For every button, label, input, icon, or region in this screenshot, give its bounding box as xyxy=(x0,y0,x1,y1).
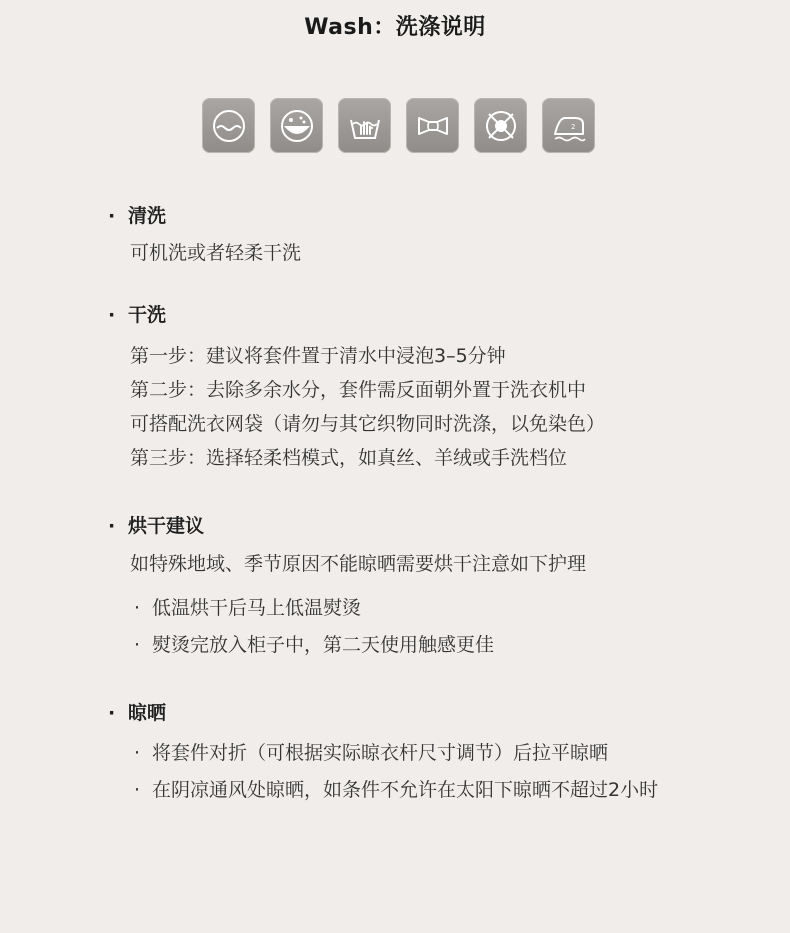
dry-clean-line-1: 第一步：建议将套件置于清水中浸泡3–5分钟 xyxy=(130,345,506,367)
list-item xyxy=(134,590,768,627)
bullet-dot: · xyxy=(108,304,116,326)
section-clean xyxy=(108,202,768,270)
iron-low-heat-icon xyxy=(542,98,595,153)
clean-line-1: 可机洗或者轻柔干洗 xyxy=(130,242,302,264)
machine-wash-icon xyxy=(202,98,255,153)
hand-wash-icon xyxy=(338,98,391,153)
tumble-dry-bullet-2: 熨烫完放入柜子中，第二天使用触感更佳 xyxy=(152,634,495,656)
heading-clean: 清洗 xyxy=(128,205,167,227)
iron-level-label: 2 xyxy=(570,122,575,131)
section-heading xyxy=(108,512,768,540)
gentle-wash-icon xyxy=(270,98,323,153)
heading-dry-clean: 干洗 xyxy=(128,304,167,326)
air-dry-bullet-2: 在阴凉通风处晾晒，如条件不允许在太阳下晾晒不超过2小时 xyxy=(152,779,659,801)
list-item xyxy=(134,627,768,664)
section-heading xyxy=(108,699,768,727)
air-dry-bullet-1: 将套件对折（可根据实际晾衣杆尺寸调节）后拉平晾晒 xyxy=(152,742,609,764)
section-heading xyxy=(108,202,768,230)
list-item xyxy=(134,735,768,772)
heading-air-dry: 晾晒 xyxy=(128,702,167,724)
section-dry-clean xyxy=(108,301,768,475)
heading-tumble-dry: 烘干建议 xyxy=(128,515,205,537)
bullet-dot: · xyxy=(134,779,141,801)
dry-clean-line-2: 第二步：去除多余水分，套件需反面朝外置于洗衣机中 xyxy=(130,379,587,401)
care-icons-row xyxy=(202,98,595,153)
bullet-dot: · xyxy=(108,205,116,227)
dry-clean-line-4: 第三步：选择轻柔档模式，如真丝、羊绒或手洗档位 xyxy=(130,447,568,469)
tumble-dry-bullet-1: 低温烘干后马上低温熨烫 xyxy=(152,597,362,619)
page-title: Wash：洗涤说明 xyxy=(304,15,486,40)
wring-icon xyxy=(406,98,459,153)
bullet-dot: · xyxy=(134,597,141,619)
dry-clean-line-3: 可搭配洗衣网袋（请勿与其它织物同时洗涤，以免染色） xyxy=(130,413,606,435)
bullet-dot: · xyxy=(108,702,116,724)
section-tumble-dry xyxy=(108,512,768,664)
tumble-dry-line-1: 如特殊地域、季节原因不能晾晒需要烘干注意如下护理 xyxy=(130,553,587,575)
section-air-dry xyxy=(108,699,768,809)
section-heading xyxy=(108,301,768,329)
list-item xyxy=(134,772,768,809)
bullet-dot: · xyxy=(134,634,141,656)
bullet-dot: · xyxy=(108,515,116,537)
bullet-dot: · xyxy=(134,742,141,764)
no-tumble-dry-icon xyxy=(474,98,527,153)
